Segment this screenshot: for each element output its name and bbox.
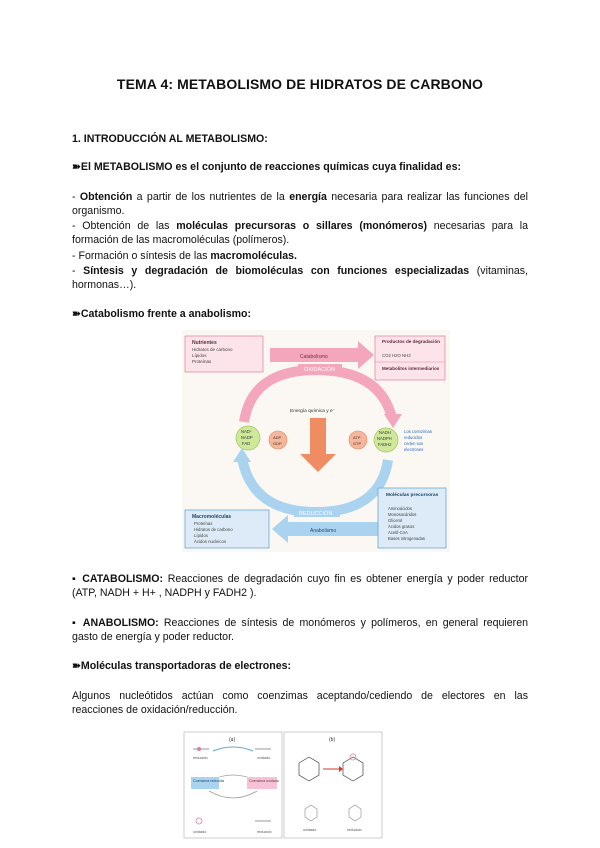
precursoras-box	[378, 488, 446, 548]
atp-label: ATP	[353, 435, 361, 440]
metabolismo-item-sintesis-degradacion	[72, 264, 528, 292]
coenzima-label: FAD	[242, 441, 251, 446]
b-reducido-label: reducido	[347, 828, 362, 832]
coenzimas-oxidados-circle	[236, 426, 260, 450]
macro-item: Proteínas	[194, 521, 213, 526]
coenzimas-reducidos-circle	[374, 428, 398, 452]
oxidado-top-label: oxidado	[257, 756, 271, 760]
oxidacion-label: OXIDACIÓN	[304, 367, 335, 373]
precursoras-item: Acetil-CoA	[388, 530, 408, 535]
side-note-line: Los coenzimas	[404, 429, 432, 434]
coenzima-label: NADPH	[377, 436, 392, 441]
productos-items: CO2 H2O NH3	[382, 353, 411, 358]
text-run-bold: macromoléculas.	[210, 250, 297, 262]
catabolismo-anabolismo-heading	[72, 307, 528, 321]
arrow-bullet: ➽	[72, 308, 81, 320]
nutrientes-item: Lípidos	[192, 353, 207, 358]
gtp-label: GTP	[353, 441, 362, 446]
catabolismo-text: Reacciones de degradación cuyo fin es obtener energía y poder reductor (ATP, NADH + H+ , NADPH y FADH2 ).	[72, 573, 529, 599]
reducido-top-label: reducido	[193, 756, 208, 760]
productos-box	[375, 336, 445, 380]
panel-a-label: (a)	[229, 737, 236, 743]
page-title: TEMA 4: METABOLISMO DE HIDRATOS DE CARBONO	[116, 76, 484, 92]
text-run-bold: energía	[289, 191, 327, 203]
panel-a	[184, 732, 282, 838]
b-oxidado-label: oxidado	[303, 828, 317, 832]
catabolismo-label: Catabolismo	[300, 354, 328, 360]
precursoras-title: Moléculas precursoras	[386, 493, 439, 498]
coenzima-label: FADH2	[378, 442, 392, 447]
panel-b-label: (b)	[329, 737, 336, 743]
catabolismo-definition	[72, 572, 528, 600]
metabolism-cycle-diagram	[182, 330, 450, 552]
text-run: necesarias para la formación de las macromoléculas (polímeros).	[72, 220, 528, 246]
reduccion-label: REDUCCIÓN	[299, 511, 333, 517]
reducido-bottom-label: reducido	[257, 830, 272, 834]
macromoleculas-box	[185, 510, 269, 548]
arrow-bullet: ➽	[72, 161, 81, 173]
text-run: (vitaminas, hormonas…).	[72, 265, 528, 291]
coenzima-label: NAD⁺	[241, 429, 253, 434]
catabolismo-term: ▪ CATABOLISMO:	[72, 573, 164, 585]
anabolismo-term: ▪ ANABOLISMO:	[72, 617, 159, 629]
nutrientes-item: Proteínas	[192, 359, 212, 364]
coenzima-label: NADP	[241, 435, 253, 440]
metabolismo-item-obtencion-energia	[72, 190, 528, 218]
heading-text: Catabolismo frente a anabolismo:	[80, 308, 252, 320]
nutrientes-box	[185, 336, 263, 372]
text-run: -	[72, 191, 80, 203]
anabolismo-label: Anabolismo	[310, 528, 337, 534]
precursoras-item: Aminoácidos	[388, 506, 412, 511]
nutrientes-item: Hidratos de carbono	[192, 347, 233, 352]
transportadoras-paragraph: Algunos nucleótidos actúan como coenzimas aceptando/cediendo de electores en las reacciones de oxidación/reducción.	[72, 690, 528, 716]
text-run-bold: moléculas precursoras o sillares (monómeros)	[176, 220, 428, 232]
transportadoras-heading	[72, 659, 528, 673]
macro-item: Lípidos	[194, 533, 208, 538]
nutrientes-title: Nutrientes	[192, 340, 217, 346]
section-heading-introduccion: 1. INTRODUCCIÓN AL METABOLISMO:	[72, 133, 268, 145]
adp-label: ADP	[273, 435, 282, 440]
metabolitos-label: Metabolitos intermediarios	[382, 366, 440, 371]
anabolismo-text: Reacciones de síntesis de monómeros y polímeros, en general requieren gasto de energía y poder reductor.	[72, 617, 528, 643]
side-note-line: reducidos	[404, 435, 423, 440]
panel-b	[284, 732, 382, 838]
text-run: necesaria para realizar las funciones del organismo.	[72, 191, 529, 217]
gdp-label: GDP	[273, 441, 282, 446]
heading-text: Moléculas transportadoras de electrones:	[80, 660, 292, 672]
precursoras-item: Glicerol	[388, 518, 403, 523]
text-run: -	[72, 265, 84, 277]
metabolismo-item-moleculas-precursoras	[72, 219, 528, 247]
macro-item: Ácidos nucleicos	[194, 539, 227, 544]
oxidado-bottom-label: oxidado	[193, 830, 207, 834]
anabolismo-definition	[72, 616, 528, 644]
electron-dot	[197, 747, 201, 751]
side-note-line: ceden sus	[404, 441, 424, 446]
coenzima-reducida-label: Coenzima reducida	[193, 779, 224, 783]
text-run: a partir de los nutrientes de la	[132, 191, 290, 203]
adp-circle	[269, 431, 287, 449]
arrow-bullet: ➽	[72, 660, 81, 672]
precursoras-item: Monosacáridos	[388, 512, 417, 517]
precursoras-item: Bases nitrogenadas	[388, 536, 426, 541]
text-run-bold: Síntesis y degradación de biomoléculas con funciones especializadas	[83, 265, 470, 277]
productos-title: Productos de degradación	[382, 339, 440, 344]
coenzima-label: NADH	[379, 430, 391, 435]
metabolismo-lead-text: El METABOLISMO es el conjunto de reacciones químicas cuya finalidad es:	[80, 161, 461, 173]
metabolismo-lead	[72, 160, 528, 174]
electron-carriers-diagram	[183, 731, 383, 839]
text-run: - Obtención de las	[72, 220, 177, 232]
text-run-bold: Obtención	[79, 191, 133, 203]
side-note-line: electrones	[404, 447, 424, 452]
metabolismo-item-macromoleculas	[72, 249, 528, 263]
energia-label: Energía química y e⁻	[290, 409, 336, 414]
precursoras-item: Ácidos grasos	[388, 524, 415, 529]
macro-item: Hidratos de carbono	[194, 527, 233, 532]
coenzima-oxidada-label: Coenzima oxidada	[249, 779, 279, 783]
text-run: - Formación o síntesis de las	[72, 250, 211, 262]
atp-circle	[349, 431, 367, 449]
macro-title: Macromoléculas	[192, 514, 232, 520]
